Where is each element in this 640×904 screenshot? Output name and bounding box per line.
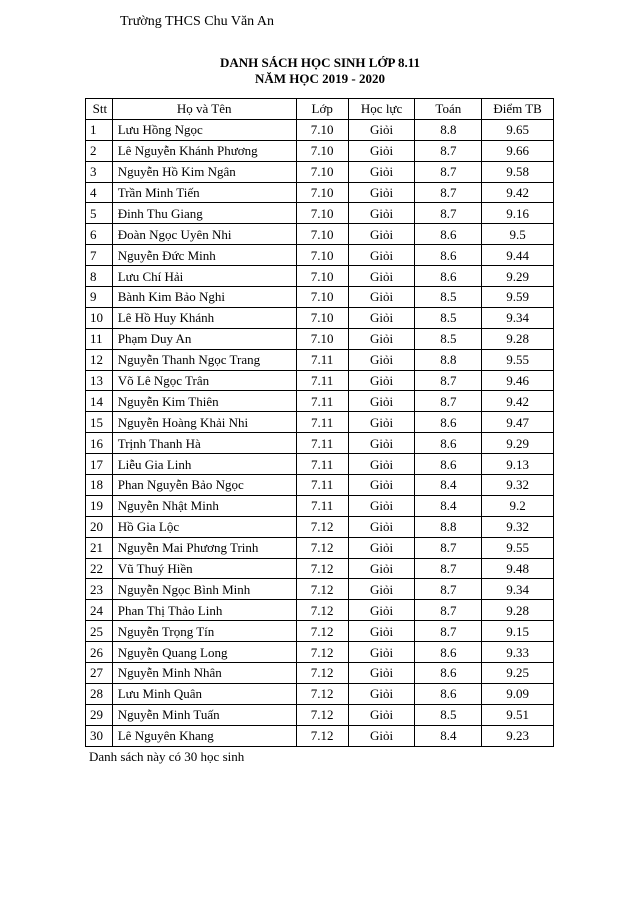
table-row: [86, 600, 554, 621]
cell-name: Nguyễn Minh Tuấn: [112, 704, 296, 725]
cell-name: Lê Hồ Huy Khánh: [112, 307, 296, 328]
cell-stt: 6: [86, 224, 113, 245]
table-row: [86, 245, 554, 266]
cell-average: 9.65: [482, 119, 554, 140]
cell-name: Nguyễn Thanh Ngọc Trang: [112, 349, 296, 370]
header-math: Toán: [415, 99, 482, 120]
cell-math: 8.5: [415, 287, 482, 308]
table-row: [86, 412, 554, 433]
cell-rank: Giỏi: [348, 537, 415, 558]
cell-name: Đinh Thu Giang: [112, 203, 296, 224]
table-body: [86, 119, 554, 746]
cell-rank: Giỏi: [348, 579, 415, 600]
document-title: DANH SÁCH HỌC SINH LỚP 8.11: [219, 55, 421, 70]
table-row: [86, 161, 554, 182]
table-row: [86, 704, 554, 725]
cell-class: 7.11: [296, 475, 348, 496]
cell-rank: Giỏi: [348, 558, 415, 579]
cell-stt: 27: [86, 663, 113, 684]
cell-average: 9.47: [482, 412, 554, 433]
table-row: [86, 579, 554, 600]
cell-math: 8.7: [415, 558, 482, 579]
cell-average: 9.25: [482, 663, 554, 684]
cell-rank: Giỏi: [348, 725, 415, 746]
cell-class: 7.12: [296, 600, 348, 621]
cell-stt: 2: [86, 140, 113, 161]
table-row: [86, 683, 554, 704]
cell-math: 8.7: [415, 600, 482, 621]
cell-stt: 23: [86, 579, 113, 600]
student-table: [85, 98, 554, 747]
table-row: [86, 516, 554, 537]
cell-stt: 19: [86, 495, 113, 516]
cell-math: 8.6: [415, 683, 482, 704]
cell-average: 9.51: [482, 704, 554, 725]
cell-rank: Giỏi: [348, 349, 415, 370]
cell-name: Trần Minh Tiến: [112, 182, 296, 203]
cell-math: 8.7: [415, 161, 482, 182]
cell-average: 9.15: [482, 621, 554, 642]
cell-stt: 7: [86, 245, 113, 266]
cell-class: 7.10: [296, 245, 348, 266]
table-row: [86, 203, 554, 224]
cell-class: 7.12: [296, 725, 348, 746]
header-name: Họ và Tên: [112, 99, 296, 120]
cell-math: 8.4: [415, 475, 482, 496]
header-average: Điểm TB: [482, 99, 554, 120]
cell-stt: 11: [86, 328, 113, 349]
cell-math: 8.7: [415, 370, 482, 391]
cell-stt: 30: [86, 725, 113, 746]
cell-class: 7.10: [296, 140, 348, 161]
cell-rank: Giỏi: [348, 161, 415, 182]
cell-stt: 8: [86, 266, 113, 287]
cell-math: 8.4: [415, 725, 482, 746]
cell-average: 9.55: [482, 349, 554, 370]
cell-class: 7.12: [296, 537, 348, 558]
cell-math: 8.6: [415, 663, 482, 684]
cell-name: Nguyễn Kim Thiên: [112, 391, 296, 412]
cell-name: Nguyễn Đức Minh: [112, 245, 296, 266]
cell-name: Phạm Duy An: [112, 328, 296, 349]
cell-rank: Giỏi: [348, 266, 415, 287]
cell-math: 8.8: [415, 349, 482, 370]
cell-name: Nguyễn Hồ Kim Ngân: [112, 161, 296, 182]
school-year: NĂM HỌC 2019 - 2020: [255, 71, 385, 86]
cell-rank: Giỏi: [348, 642, 415, 663]
cell-name: Nguyễn Nhật Minh: [112, 495, 296, 516]
cell-stt: 14: [86, 391, 113, 412]
cell-name: Nguyễn Minh Nhân: [112, 663, 296, 684]
cell-class: 7.12: [296, 558, 348, 579]
table-row: [86, 266, 554, 287]
table-row: [86, 370, 554, 391]
cell-class: 7.12: [296, 704, 348, 725]
cell-average: 9.32: [482, 516, 554, 537]
table-row: [86, 140, 554, 161]
cell-average: 9.44: [482, 245, 554, 266]
cell-stt: 18: [86, 475, 113, 496]
cell-name: Vũ Thuý Hiền: [112, 558, 296, 579]
cell-rank: Giỏi: [348, 683, 415, 704]
cell-name: Phan Thị Thảo Linh: [112, 600, 296, 621]
table-row: [86, 328, 554, 349]
cell-class: 7.10: [296, 266, 348, 287]
cell-class: 7.11: [296, 454, 348, 475]
cell-stt: 25: [86, 621, 113, 642]
cell-average: 9.46: [482, 370, 554, 391]
cell-class: 7.11: [296, 349, 348, 370]
cell-name: Liễu Gia Linh: [112, 454, 296, 475]
cell-stt: 21: [86, 537, 113, 558]
cell-stt: 4: [86, 182, 113, 203]
cell-average: 9.28: [482, 328, 554, 349]
cell-stt: 17: [86, 454, 113, 475]
cell-rank: Giỏi: [348, 704, 415, 725]
cell-rank: Giỏi: [348, 140, 415, 161]
cell-average: 9.58: [482, 161, 554, 182]
table-row: [86, 119, 554, 140]
footer-note: Danh sách này có 30 học sinh: [89, 749, 245, 764]
cell-class: 7.10: [296, 161, 348, 182]
cell-class: 7.10: [296, 307, 348, 328]
table-row: [86, 391, 554, 412]
cell-rank: Giỏi: [348, 391, 415, 412]
cell-name: Bành Kim Bảo Nghi: [112, 287, 296, 308]
cell-average: 9.59: [482, 287, 554, 308]
cell-stt: 29: [86, 704, 113, 725]
cell-math: 8.5: [415, 307, 482, 328]
cell-math: 8.7: [415, 203, 482, 224]
cell-stt: 24: [86, 600, 113, 621]
cell-rank: Giỏi: [348, 516, 415, 537]
cell-rank: Giỏi: [348, 119, 415, 140]
cell-average: 9.42: [482, 391, 554, 412]
cell-math: 8.6: [415, 642, 482, 663]
cell-rank: Giỏi: [348, 203, 415, 224]
cell-rank: Giỏi: [348, 433, 415, 454]
cell-name: Trịnh Thanh Hà: [112, 433, 296, 454]
cell-class: 7.10: [296, 203, 348, 224]
cell-rank: Giỏi: [348, 600, 415, 621]
cell-class: 7.10: [296, 287, 348, 308]
cell-stt: 20: [86, 516, 113, 537]
cell-average: 9.32: [482, 475, 554, 496]
table-row: [86, 307, 554, 328]
cell-rank: Giỏi: [348, 663, 415, 684]
cell-rank: Giỏi: [348, 454, 415, 475]
cell-rank: Giỏi: [348, 621, 415, 642]
cell-class: 7.12: [296, 683, 348, 704]
table-row: [86, 725, 554, 746]
cell-name: Nguyễn Mai Phương Trinh: [112, 537, 296, 558]
cell-average: 9.29: [482, 266, 554, 287]
cell-stt: 5: [86, 203, 113, 224]
table-header-row: [86, 99, 554, 120]
cell-math: 8.6: [415, 454, 482, 475]
cell-math: 8.6: [415, 412, 482, 433]
cell-stt: 9: [86, 287, 113, 308]
cell-name: Hồ Gia Lộc: [112, 516, 296, 537]
cell-class: 7.12: [296, 516, 348, 537]
cell-stt: 22: [86, 558, 113, 579]
cell-average: 9.5: [482, 224, 554, 245]
table-row: [86, 537, 554, 558]
cell-rank: Giỏi: [348, 245, 415, 266]
cell-rank: Giỏi: [348, 328, 415, 349]
cell-math: 8.6: [415, 266, 482, 287]
cell-class: 7.11: [296, 370, 348, 391]
table-row: [86, 349, 554, 370]
cell-average: 9.55: [482, 537, 554, 558]
cell-class: 7.11: [296, 412, 348, 433]
cell-class: 7.12: [296, 663, 348, 684]
cell-rank: Giỏi: [348, 287, 415, 308]
cell-stt: 3: [86, 161, 113, 182]
cell-math: 8.4: [415, 495, 482, 516]
cell-math: 8.7: [415, 140, 482, 161]
cell-average: 9.09: [482, 683, 554, 704]
table-row: [86, 224, 554, 245]
cell-class: 7.10: [296, 224, 348, 245]
cell-rank: Giỏi: [348, 475, 415, 496]
cell-math: 8.6: [415, 433, 482, 454]
cell-math: 8.5: [415, 704, 482, 725]
table-row: [86, 433, 554, 454]
cell-name: Phan Nguyễn Bảo Ngọc: [112, 475, 296, 496]
table-row: [86, 182, 554, 203]
cell-average: 9.42: [482, 182, 554, 203]
table-row: [86, 287, 554, 308]
cell-rank: Giỏi: [348, 307, 415, 328]
cell-average: 9.48: [482, 558, 554, 579]
cell-class: 7.12: [296, 579, 348, 600]
cell-average: 9.28: [482, 600, 554, 621]
cell-stt: 16: [86, 433, 113, 454]
cell-average: 9.13: [482, 454, 554, 475]
cell-name: Lưu Minh Quân: [112, 683, 296, 704]
cell-name: Võ Lê Ngọc Trân: [112, 370, 296, 391]
table-row: [86, 621, 554, 642]
cell-name: Lê Nguyên Khang: [112, 725, 296, 746]
header-class: Lớp: [296, 99, 348, 120]
cell-average: 9.33: [482, 642, 554, 663]
cell-average: 9.16: [482, 203, 554, 224]
table-row: [86, 495, 554, 516]
cell-class: 7.10: [296, 328, 348, 349]
header-rank: Học lực: [348, 99, 415, 120]
cell-math: 8.8: [415, 119, 482, 140]
cell-average: 9.66: [482, 140, 554, 161]
cell-class: 7.12: [296, 621, 348, 642]
cell-math: 8.6: [415, 224, 482, 245]
table-row: [86, 558, 554, 579]
cell-stt: 10: [86, 307, 113, 328]
cell-name: Nguyễn Quang Long: [112, 642, 296, 663]
cell-math: 8.6: [415, 245, 482, 266]
cell-class: 7.10: [296, 182, 348, 203]
cell-class: 7.10: [296, 119, 348, 140]
cell-average: 9.23: [482, 725, 554, 746]
cell-class: 7.12: [296, 642, 348, 663]
table-row: [86, 663, 554, 684]
cell-rank: Giỏi: [348, 370, 415, 391]
table-row: [86, 642, 554, 663]
cell-name: Lê Nguyễn Khánh Phương: [112, 140, 296, 161]
table-row: [86, 454, 554, 475]
cell-stt: 15: [86, 412, 113, 433]
cell-math: 8.7: [415, 182, 482, 203]
school-name: Trường THCS Chu Văn An: [120, 14, 274, 29]
cell-stt: 13: [86, 370, 113, 391]
cell-rank: Giỏi: [348, 412, 415, 433]
cell-name: Nguyễn Trọng Tín: [112, 621, 296, 642]
cell-math: 8.7: [415, 391, 482, 412]
cell-class: 7.11: [296, 495, 348, 516]
table-row: [86, 475, 554, 496]
cell-average: 9.34: [482, 307, 554, 328]
cell-stt: 28: [86, 683, 113, 704]
cell-math: 8.7: [415, 579, 482, 600]
cell-stt: 12: [86, 349, 113, 370]
cell-average: 9.2: [482, 495, 554, 516]
cell-average: 9.29: [482, 433, 554, 454]
header-stt: Stt: [86, 99, 113, 120]
cell-stt: 26: [86, 642, 113, 663]
cell-math: 8.8: [415, 516, 482, 537]
cell-rank: Giỏi: [348, 182, 415, 203]
cell-class: 7.11: [296, 433, 348, 454]
cell-class: 7.11: [296, 391, 348, 412]
cell-name: Nguyễn Ngọc Bình Minh: [112, 579, 296, 600]
cell-name: Lưu Chí Hải: [112, 266, 296, 287]
cell-stt: 1: [86, 119, 113, 140]
cell-math: 8.7: [415, 621, 482, 642]
cell-math: 8.5: [415, 328, 482, 349]
cell-name: Lưu Hồng Ngọc: [112, 119, 296, 140]
cell-name: Nguyễn Hoàng Khải Nhi: [112, 412, 296, 433]
cell-math: 8.7: [415, 537, 482, 558]
cell-average: 9.34: [482, 579, 554, 600]
cell-rank: Giỏi: [348, 224, 415, 245]
cell-rank: Giỏi: [348, 495, 415, 516]
cell-name: Đoàn Ngọc Uyên Nhi: [112, 224, 296, 245]
